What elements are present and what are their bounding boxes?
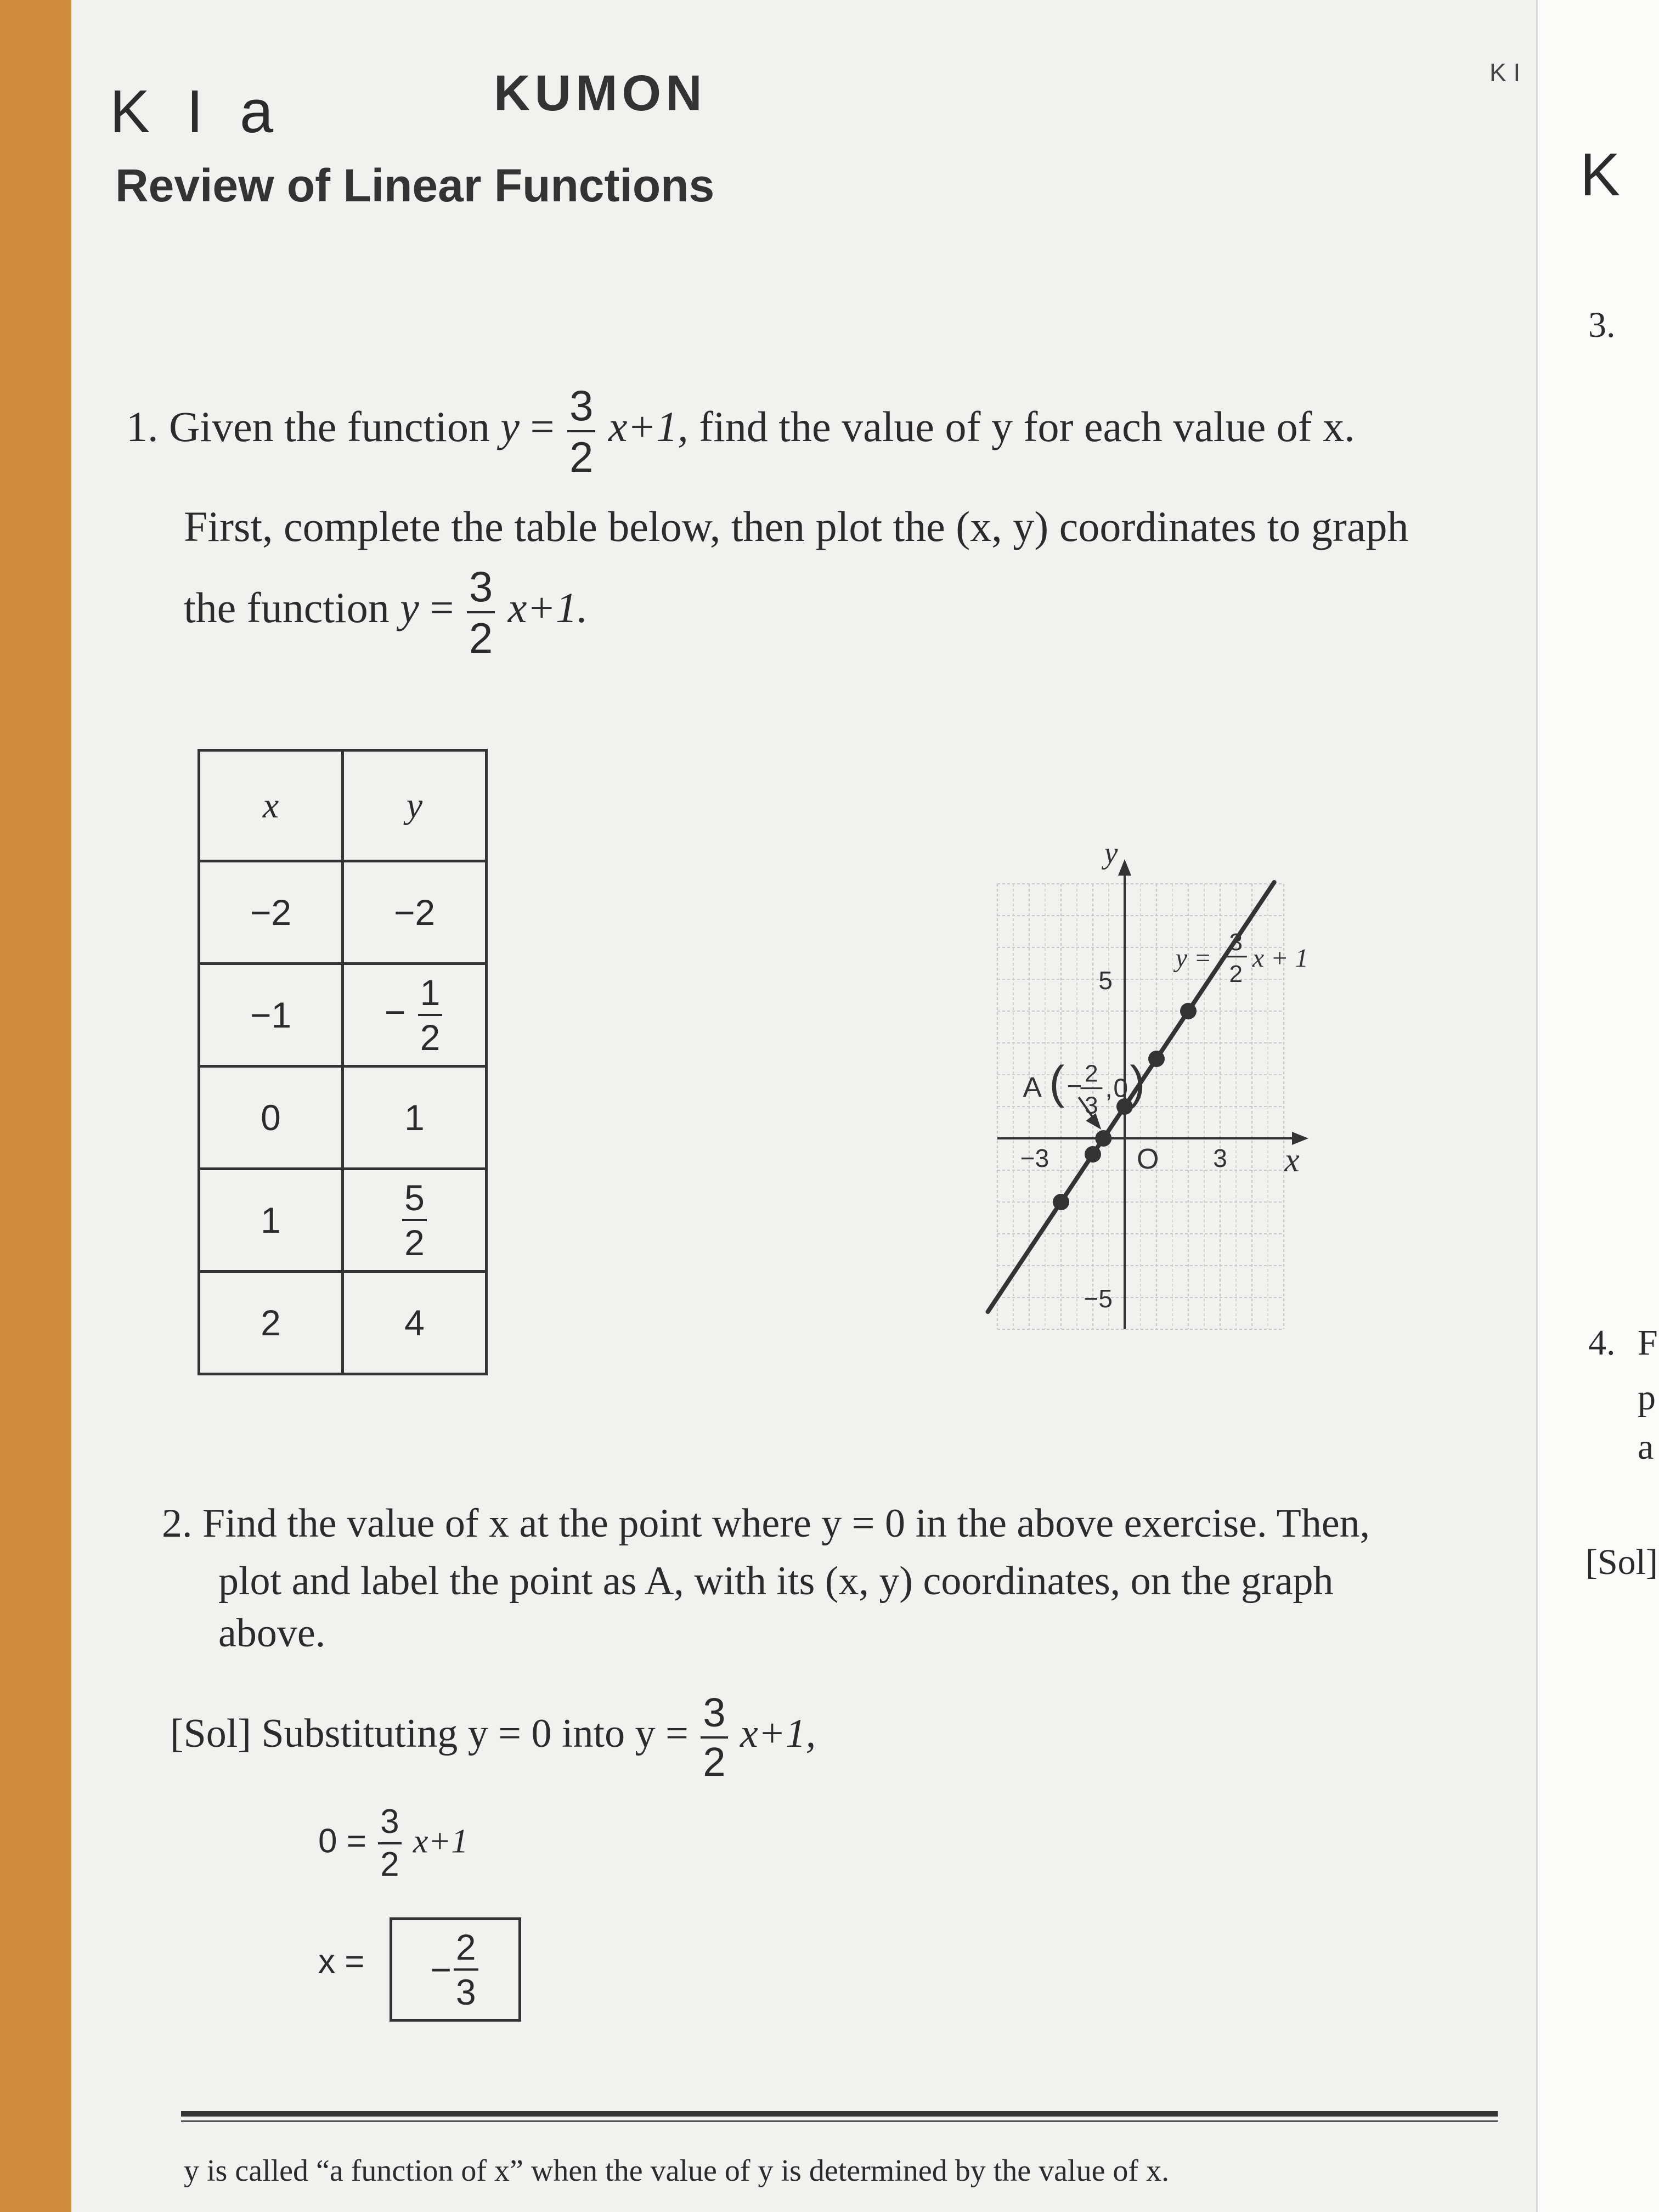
origin-label: O (1137, 1143, 1159, 1175)
cell-y (343, 964, 487, 1066)
level-code: K I a (110, 78, 284, 145)
point-a-comma: , (1105, 1074, 1113, 1103)
header-y: y (343, 751, 487, 861)
header-x: x (199, 751, 343, 861)
q1-line3-fraction (467, 562, 495, 662)
q1-line3-rhs: x+1. (507, 583, 588, 631)
step1-fraction (378, 1805, 401, 1882)
q1-line3-pre: the function (184, 583, 390, 631)
q1-number: 1. (126, 402, 159, 450)
frac-num: 5 (402, 1180, 427, 1221)
cell-y: −2 (343, 861, 487, 964)
answer-fraction (454, 1929, 478, 2010)
plotted-point (1148, 1051, 1165, 1067)
cell-x: 0 (199, 1066, 343, 1169)
tick-label-y-neg: −5 (1084, 1284, 1113, 1313)
table-row (199, 964, 487, 1066)
q1-line3-eq: = (430, 583, 454, 631)
solution-step2-lhs: x = (318, 1943, 365, 1980)
q1-eq: = (530, 402, 555, 450)
plotted-point (1053, 1194, 1069, 1210)
cell-y-fraction (418, 974, 443, 1056)
footer-rule-thin (181, 2120, 1498, 2122)
line-label-prefix: y = (1175, 943, 1212, 973)
frac-den: 3 (455, 1972, 476, 2012)
cell-y-sign: − (384, 991, 406, 1032)
solution-step1 (318, 1805, 468, 1882)
q1-line1 (126, 381, 1355, 481)
point-a-label: A (1023, 1071, 1042, 1104)
footer-note: y is called “a function of x” when the value of y is determined by the value of x. (184, 2154, 1170, 2188)
cell-y (343, 1169, 487, 1272)
q2-line1-text: Find the value of x at the point where y = 0 in the above exercise. Then, (202, 1501, 1370, 1546)
plotted-point (1085, 1146, 1101, 1163)
y-axis-label: y (1104, 836, 1118, 870)
frac-den: 2 (404, 1222, 425, 1263)
step1-lhs: 0 = (318, 1822, 366, 1860)
answer-sign: − (430, 1949, 452, 1990)
table-row (199, 861, 487, 964)
corner-mark: K I (1489, 58, 1521, 87)
cell-x: −1 (199, 964, 343, 1066)
q1-rhs: x+1, (608, 402, 689, 450)
q2-line3: above. (218, 1611, 326, 1656)
frac-num: 3 (567, 384, 595, 432)
solution-tail: x+1, (740, 1711, 816, 1756)
line-label-suffix: x + 1 (1252, 943, 1308, 973)
next-page-letter: K (1580, 141, 1621, 208)
point-a-y: 0 (1113, 1074, 1128, 1103)
solution-lead (170, 1690, 816, 1785)
frac-num: 2 (454, 1929, 478, 1971)
solution-fraction (701, 1690, 727, 1785)
x-axis-label: x (1284, 1142, 1300, 1179)
next-page-q4: 4. (1588, 1323, 1616, 1363)
table-row (199, 1169, 487, 1272)
next-page-fragment-p: p (1638, 1378, 1656, 1418)
frac-num: 3 (467, 565, 495, 613)
point-a-sign: − (1066, 1071, 1082, 1101)
point-a-den: 3 (1085, 1092, 1098, 1119)
values-table (198, 749, 488, 1375)
next-page-fragment-a: a (1638, 1427, 1654, 1467)
q1-line2: First, complete the table below, then plot the (x, y) coordinates to graph (184, 503, 1409, 550)
frac-den: 2 (703, 1739, 726, 1785)
frac-num: 3 (378, 1805, 401, 1844)
line-label-den: 2 (1229, 960, 1243, 988)
answer-box (390, 1917, 521, 2022)
q1-y: y (500, 402, 520, 450)
page-title: Review of Linear Functions (115, 160, 715, 211)
step1-rhs: x+1 (413, 1822, 469, 1860)
q2-number: 2. (162, 1501, 193, 1546)
table-row (199, 1272, 487, 1374)
frac-num: 3 (701, 1692, 727, 1739)
tick-label-y-pos: 5 (1098, 966, 1113, 995)
point-a-paren-close: ) (1130, 1056, 1146, 1108)
frac-den: 2 (420, 1017, 441, 1058)
point-a-paren-open: ( (1049, 1056, 1065, 1108)
y-axis-arrow-icon (1118, 859, 1131, 876)
frac-den: 2 (469, 614, 493, 662)
plotted-point (1180, 1003, 1197, 1019)
graph-axes (997, 859, 1308, 1329)
q1-text-pre: Given the function (169, 402, 490, 450)
next-page-q4-fragment: F (1638, 1323, 1658, 1363)
cell-x: 2 (199, 1272, 343, 1374)
cell-x: 1 (199, 1169, 343, 1272)
cell-x: −2 (199, 861, 343, 964)
point-a-marker (1095, 1130, 1111, 1147)
q1-line3 (184, 562, 588, 662)
q2-line2: plot and label the point as A, with its (x, y) coordinates, on the graph (218, 1559, 1334, 1604)
cell-y: 4 (343, 1272, 487, 1374)
coordinate-graph (878, 730, 1404, 1426)
q2-line1 (162, 1500, 1370, 1547)
frac-den: 2 (380, 1846, 399, 1883)
frac-den: 2 (569, 433, 594, 481)
brand-logo: KUMON (494, 65, 707, 121)
q1-fraction (567, 381, 595, 481)
next-page-q3: 3. (1588, 305, 1616, 345)
tick-label-x-neg: −3 (1020, 1144, 1049, 1172)
line-label-num: 3 (1229, 928, 1243, 956)
footer-rule (181, 2111, 1498, 2117)
cell-y-fraction (402, 1177, 427, 1263)
cell-y: 1 (343, 1066, 487, 1169)
point-a-num: 2 (1085, 1060, 1098, 1087)
next-page-solution: [Sol] (1585, 1542, 1658, 1582)
table-header-row (199, 751, 487, 861)
solution-lead-text: [Sol] Substituting y = 0 into y = (170, 1711, 689, 1756)
table-row (199, 1066, 487, 1169)
q1-text-post: find the value of y for each value of x. (699, 402, 1355, 450)
frac-num: 1 (418, 974, 443, 1016)
tick-label-x-pos: 3 (1213, 1144, 1227, 1172)
q1-line3-y: y (400, 583, 419, 631)
